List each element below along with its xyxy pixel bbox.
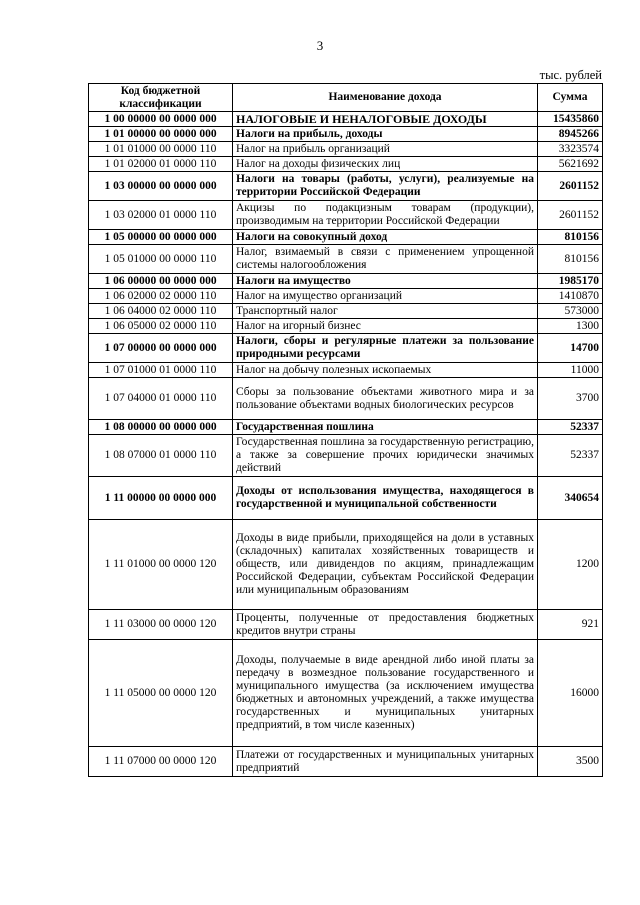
row-sum: 52337 xyxy=(538,435,603,477)
row-code: 1 06 02000 02 0000 110 xyxy=(89,289,233,304)
row-code: 1 07 04000 01 0000 110 xyxy=(89,378,233,420)
row-name: Транспортный налог xyxy=(233,304,538,319)
row-sum: 52337 xyxy=(538,420,603,435)
row-sum: 14700 xyxy=(538,334,603,363)
row-sum: 810156 xyxy=(538,230,603,245)
row-code: 1 03 00000 00 0000 000 xyxy=(89,172,233,201)
table-row xyxy=(89,610,603,640)
row-sum: 2601152 xyxy=(538,172,603,201)
row-name: Проценты, полученные от предоставления бюджетных кредитов внутри страны xyxy=(233,610,538,640)
row-code: 1 05 01000 00 0000 110 xyxy=(89,245,233,274)
row-code: 1 05 00000 00 0000 000 xyxy=(89,230,233,245)
row-sum: 1200 xyxy=(538,520,603,610)
table-row xyxy=(89,172,603,201)
row-code: 1 11 00000 00 0000 000 xyxy=(89,477,233,520)
row-sum: 8945266 xyxy=(538,127,603,142)
table-row xyxy=(89,435,603,477)
row-sum: 15435860 xyxy=(538,112,603,127)
row-sum: 1985170 xyxy=(538,274,603,289)
row-name: Налог на добычу полезных ископаемых xyxy=(233,363,538,378)
row-sum: 1300 xyxy=(538,319,603,334)
row-code: 1 07 01000 01 0000 110 xyxy=(89,363,233,378)
header-sum: Сумма xyxy=(538,84,603,112)
row-name: Налог на игорный бизнес xyxy=(233,319,538,334)
row-code: 1 06 04000 02 0000 110 xyxy=(89,304,233,319)
row-code: 1 11 05000 00 0000 120 xyxy=(89,640,233,747)
row-name: Налоги на прибыль, доходы xyxy=(233,127,538,142)
row-code: 1 11 03000 00 0000 120 xyxy=(89,610,233,640)
row-name: Налог на имущество организаций xyxy=(233,289,538,304)
row-name: Доходы в виде прибыли, приходящейся на доли в уставных (складочных) капиталах хозяйственных товариществ и обществ, или дивидендов по акциям, принадлежащим Российской Федерации, субъектам Российской Федерации или муниципальным образованиям xyxy=(233,520,538,610)
row-name: Государственная пошлина за государственную регистрацию, а также за совершение прочих юридически значимых действий xyxy=(233,435,538,477)
page-number: 3 xyxy=(316,38,324,53)
row-sum: 3700 xyxy=(538,378,603,420)
row-sum: 921 xyxy=(538,610,603,640)
table-row xyxy=(89,201,603,230)
row-code: 1 07 00000 00 0000 000 xyxy=(89,334,233,363)
row-sum: 3500 xyxy=(538,747,603,777)
row-name: Налоги на товары (работы, услуги), реализуемые на территории Российской Федерации xyxy=(233,172,538,201)
row-sum: 3323574 xyxy=(538,142,603,157)
table-row xyxy=(89,157,603,172)
row-code: 1 06 00000 00 0000 000 xyxy=(89,274,233,289)
row-code: 1 11 07000 00 0000 120 xyxy=(89,747,233,777)
table-row xyxy=(89,142,603,157)
table-body xyxy=(89,112,603,777)
row-sum: 810156 xyxy=(538,245,603,274)
revenue-table xyxy=(88,83,603,777)
row-code: 1 01 02000 01 0000 110 xyxy=(89,157,233,172)
table-row xyxy=(89,477,603,520)
table-row xyxy=(89,747,603,777)
row-sum: 573000 xyxy=(538,304,603,319)
row-code: 1 11 01000 00 0000 120 xyxy=(89,520,233,610)
row-sum: 1410870 xyxy=(538,289,603,304)
table-header-row xyxy=(89,84,603,112)
table-row xyxy=(89,230,603,245)
table-row xyxy=(89,112,603,127)
row-name: Налог на прибыль организаций xyxy=(233,142,538,157)
row-code: 1 03 02000 01 0000 110 xyxy=(89,201,233,230)
table-row xyxy=(89,378,603,420)
row-name: Государственная пошлина xyxy=(233,420,538,435)
table-row xyxy=(89,304,603,319)
table-row xyxy=(89,127,603,142)
table-row xyxy=(89,363,603,378)
row-code: 1 08 00000 00 0000 000 xyxy=(89,420,233,435)
row-code: 1 01 01000 00 0000 110 xyxy=(89,142,233,157)
table-row xyxy=(89,245,603,274)
row-name: Доходы, получаемые в виде арендной либо иной платы за передачу в возмездное пользование государственного и муниципального имущества (за исключением имущества бюджетных и автономных учреждений, а также имущества государственных и муниципальных унитарных предприятий, в том числе казенных) xyxy=(233,640,538,747)
row-name: Платежи от государственных и муниципальных унитарных предприятий xyxy=(233,747,538,777)
row-sum: 340654 xyxy=(538,477,603,520)
row-sum: 16000 xyxy=(538,640,603,747)
row-sum: 5621692 xyxy=(538,157,603,172)
table-row xyxy=(89,274,603,289)
row-name: Налоги на совокупный доход xyxy=(233,230,538,245)
row-code: 1 08 07000 01 0000 110 xyxy=(89,435,233,477)
row-code: 1 01 00000 00 0000 000 xyxy=(89,127,233,142)
row-name: Доходы от использования имущества, находящегося в государственной и муниципальной собственности xyxy=(233,477,538,520)
row-name: Сборы за пользование объектами животного мира и за пользование объектами водных биологических ресурсов xyxy=(233,378,538,420)
row-code: 1 00 00000 00 0000 000 xyxy=(89,112,233,127)
table-row xyxy=(89,334,603,363)
row-name: Налог на доходы физических лиц xyxy=(233,157,538,172)
row-sum: 2601152 xyxy=(538,201,603,230)
table-row xyxy=(89,420,603,435)
table-row xyxy=(89,520,603,610)
row-name: Налоги на имущество xyxy=(233,274,538,289)
table-row xyxy=(89,640,603,747)
units-label: тыс. рублей xyxy=(539,68,602,82)
row-name: Налоги, сборы и регулярные платежи за пользование природными ресурсами xyxy=(233,334,538,363)
table-row xyxy=(89,289,603,304)
row-sum: 11000 xyxy=(538,363,603,378)
header-name: Наименование дохода xyxy=(233,84,538,112)
row-name: Налог, взимаемый в связи с применением упрощенной системы налогообложения xyxy=(233,245,538,274)
row-name: НАЛОГОВЫЕ И НЕНАЛОГОВЫЕ ДОХОДЫ xyxy=(233,112,538,127)
table-row xyxy=(89,319,603,334)
row-code: 1 06 05000 02 0000 110 xyxy=(89,319,233,334)
row-name: Акцизы по подакцизным товарам (продукции), производимым на территории Российской Федерации xyxy=(233,201,538,230)
header-code: Код бюджетной классификации xyxy=(89,84,233,112)
